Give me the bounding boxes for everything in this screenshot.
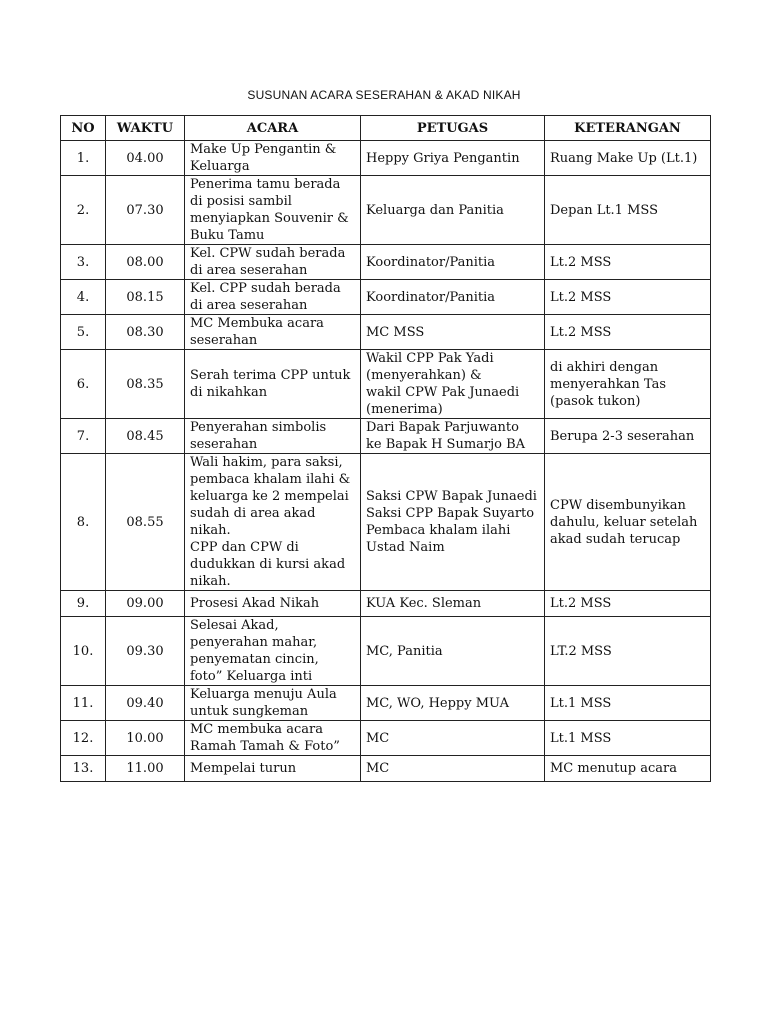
cell-no [61, 617, 106, 686]
cell-no [61, 350, 106, 419]
cell-keterangan [545, 280, 711, 315]
cell-petugas-text: MC, Panitia [366, 643, 443, 659]
cell-waktu [106, 617, 185, 686]
table-row [61, 721, 711, 756]
cell-no [61, 686, 106, 721]
cell-acara-text: MC Membuka acara seserahan [190, 316, 324, 348]
cell-acara-text: Serah terima CPP untuk di nikahkan [190, 368, 351, 400]
cell-petugas-text: KUA Kec. Sleman [366, 596, 482, 611]
cell-keterangan [545, 350, 711, 419]
cell-keterangan-text: Lt.1 MSS [550, 695, 612, 711]
cell-waktu-text: 08.00 [126, 254, 164, 270]
cell-acara-text: Make Up Pengantin & Keluarga [190, 142, 337, 174]
cell-keterangan-text: CPW disembunyikan dahulu, keluar setelah akad sudah terucap [550, 497, 698, 547]
cell-waktu [106, 280, 185, 315]
cell-waktu [106, 350, 185, 419]
cell-petugas [361, 176, 545, 245]
cell-waktu-text: 09.00 [126, 596, 164, 611]
cell-petugas-text: Keluarga dan Panitia [366, 202, 504, 218]
cell-waktu-text: 08.45 [126, 428, 164, 444]
cell-waktu [106, 419, 185, 454]
cell-no [61, 721, 106, 756]
table-row [61, 454, 711, 591]
cell-no-text: 3. [76, 254, 90, 270]
cell-acara [185, 686, 361, 721]
cell-petugas-text: Koordinator/Panitia [366, 289, 496, 305]
cell-petugas [361, 756, 545, 782]
cell-no-text: 10. [72, 643, 94, 659]
cell-no [61, 245, 106, 280]
cell-waktu [106, 686, 185, 721]
cell-petugas [361, 350, 545, 419]
cell-waktu-text: 08.30 [126, 324, 164, 340]
cell-waktu [106, 245, 185, 280]
cell-waktu [106, 591, 185, 617]
cell-waktu [106, 454, 185, 591]
table-row [61, 176, 711, 245]
cell-waktu-text: 09.30 [126, 643, 164, 659]
cell-acara-text: MC membuka acara Ramah Tamah & Foto” [190, 722, 340, 754]
cell-keterangan [545, 591, 711, 617]
cell-no-text: 2. [76, 202, 90, 218]
cell-no [61, 591, 106, 617]
header-acara: ACARA [185, 116, 361, 141]
cell-waktu-text: 08.35 [126, 376, 164, 392]
cell-acara [185, 350, 361, 419]
cell-keterangan-text: Berupa 2-3 seserahan [550, 428, 695, 444]
cell-no-text: 6. [76, 376, 90, 392]
cell-keterangan [545, 617, 711, 686]
cell-keterangan [545, 176, 711, 245]
cell-keterangan [545, 419, 711, 454]
cell-petugas-text: Koordinator/Panitia [366, 254, 496, 270]
cell-no-text: 11. [72, 695, 94, 711]
table-row [61, 419, 711, 454]
cell-petugas-text: Dari Bapak Parjuwanto ke Bapak H Sumarjo BA [366, 420, 526, 452]
cell-no-text: 1. [76, 150, 90, 166]
cell-petugas [361, 315, 545, 350]
cell-acara-text: Penyerahan simbolis seserahan [190, 420, 327, 452]
header-waktu: WAKTU [106, 116, 185, 141]
schedule-body [61, 141, 711, 782]
cell-petugas [361, 686, 545, 721]
table-row [61, 350, 711, 419]
cell-keterangan [545, 141, 711, 176]
cell-acara [185, 454, 361, 591]
cell-no [61, 454, 106, 591]
cell-keterangan-text: Depan Lt.1 MSS [550, 202, 658, 218]
cell-no-text: 13. [72, 761, 94, 776]
cell-waktu-text: 09.40 [126, 695, 164, 711]
cell-waktu [106, 141, 185, 176]
cell-acara [185, 141, 361, 176]
cell-petugas [361, 617, 545, 686]
cell-no-text: 8. [76, 514, 90, 530]
cell-keterangan-text: Lt.1 MSS [550, 730, 612, 746]
table-row [61, 591, 711, 617]
schedule-table [60, 115, 711, 782]
cell-acara [185, 617, 361, 686]
cell-acara-text: Keluarga menuju Aula untuk sungkeman [190, 687, 337, 719]
cell-keterangan [545, 454, 711, 591]
cell-acara [185, 721, 361, 756]
cell-no [61, 141, 106, 176]
cell-keterangan [545, 721, 711, 756]
cell-keterangan-text: MC menutup acara [550, 761, 677, 776]
cell-waktu [106, 176, 185, 245]
cell-petugas-text: Heppy Griya Pengantin [366, 150, 520, 166]
cell-no-text: 5. [76, 324, 90, 340]
cell-waktu [106, 315, 185, 350]
table-row [61, 617, 711, 686]
document-title: SUSUNAN ACARA SESERAHAN & AKAD NIKAH [247, 88, 521, 102]
cell-acara [185, 591, 361, 617]
cell-no-text: 7. [76, 428, 90, 444]
cell-keterangan-text: Lt.2 MSS [550, 324, 612, 340]
cell-petugas-text: MC MSS [366, 324, 425, 340]
cell-acara [185, 245, 361, 280]
header-petugas: PETUGAS [361, 116, 545, 141]
cell-keterangan-text: di akhiri dengan menyerahkan Tas (pasok tukon) [550, 359, 666, 409]
cell-petugas [361, 141, 545, 176]
header-keterangan: KETERANGAN [545, 116, 711, 141]
cell-no [61, 756, 106, 782]
cell-keterangan-text: Lt.2 MSS [550, 596, 612, 611]
cell-acara [185, 280, 361, 315]
cell-no [61, 176, 106, 245]
cell-waktu-text: 08.55 [126, 514, 164, 530]
cell-petugas [361, 591, 545, 617]
cell-petugas-text: Wakil CPP Pak Yadi (menyerahkan) & wakil CPW Pak Junaedi (menerima) [366, 351, 520, 417]
cell-keterangan [545, 756, 711, 782]
cell-petugas [361, 245, 545, 280]
cell-waktu [106, 721, 185, 756]
cell-waktu-text: 11.00 [126, 761, 164, 776]
cell-acara-text: Kel. CPW sudah berada di area seserahan [190, 246, 346, 278]
table-row [61, 280, 711, 315]
cell-keterangan-text: LT.2 MSS [550, 643, 612, 659]
cell-petugas-text: MC, WO, Heppy MUA [366, 695, 509, 711]
table-row [61, 141, 711, 176]
cell-waktu [106, 756, 185, 782]
cell-keterangan [545, 315, 711, 350]
table-row [61, 686, 711, 721]
cell-petugas-text: MC [366, 761, 390, 776]
header-no: NO [61, 116, 106, 141]
cell-keterangan-text: Lt.2 MSS [550, 289, 612, 305]
cell-keterangan [545, 686, 711, 721]
cell-acara [185, 315, 361, 350]
header-row [61, 116, 711, 141]
cell-keterangan-text: Lt.2 MSS [550, 254, 612, 270]
cell-acara-text: Kel. CPP sudah berada di area seserahan [190, 281, 341, 313]
cell-acara-text: Wali hakim, para saksi, pembaca khalam ilahi & keluarga ke 2 mempelai sudah di area akad nikah. CPP dan CPW di dudukkan di kursi akad nikah. [190, 455, 351, 589]
cell-acara [185, 756, 361, 782]
cell-petugas-text: Saksi CPW Bapak Junaedi Saksi CPP Bapak Suyarto Pembaca khalam ilahi Ustad Naim [366, 489, 537, 555]
cell-acara [185, 419, 361, 454]
cell-waktu-text: 07.30 [126, 202, 164, 218]
cell-petugas [361, 419, 545, 454]
cell-no [61, 315, 106, 350]
cell-petugas [361, 454, 545, 591]
cell-keterangan [545, 245, 711, 280]
cell-acara-text: Penerima tamu berada di posisi sambil menyiapkan Souvenir & Buku Tamu [190, 177, 349, 243]
cell-petugas [361, 280, 545, 315]
table-row [61, 315, 711, 350]
cell-no-text: 12. [72, 730, 94, 746]
table-row [61, 756, 711, 782]
cell-acara [185, 176, 361, 245]
cell-waktu-text: 08.15 [126, 289, 164, 305]
cell-no [61, 280, 106, 315]
cell-waktu-text: 04.00 [126, 150, 164, 166]
cell-no [61, 419, 106, 454]
cell-no-text: 9. [76, 596, 90, 611]
cell-keterangan-text: Ruang Make Up (Lt.1) [550, 150, 698, 166]
table-row [61, 245, 711, 280]
cell-petugas [361, 721, 545, 756]
cell-no-text: 4. [76, 289, 90, 305]
cell-acara-text: Selesai Akad, penyerahan mahar, penyematan cincin, foto” Keluarga inti [190, 618, 319, 684]
cell-waktu-text: 10.00 [126, 730, 164, 746]
cell-acara-text: Prosesi Akad Nikah [190, 596, 320, 611]
cell-petugas-text: MC [366, 730, 390, 746]
cell-acara-text: Mempelai turun [190, 761, 297, 776]
